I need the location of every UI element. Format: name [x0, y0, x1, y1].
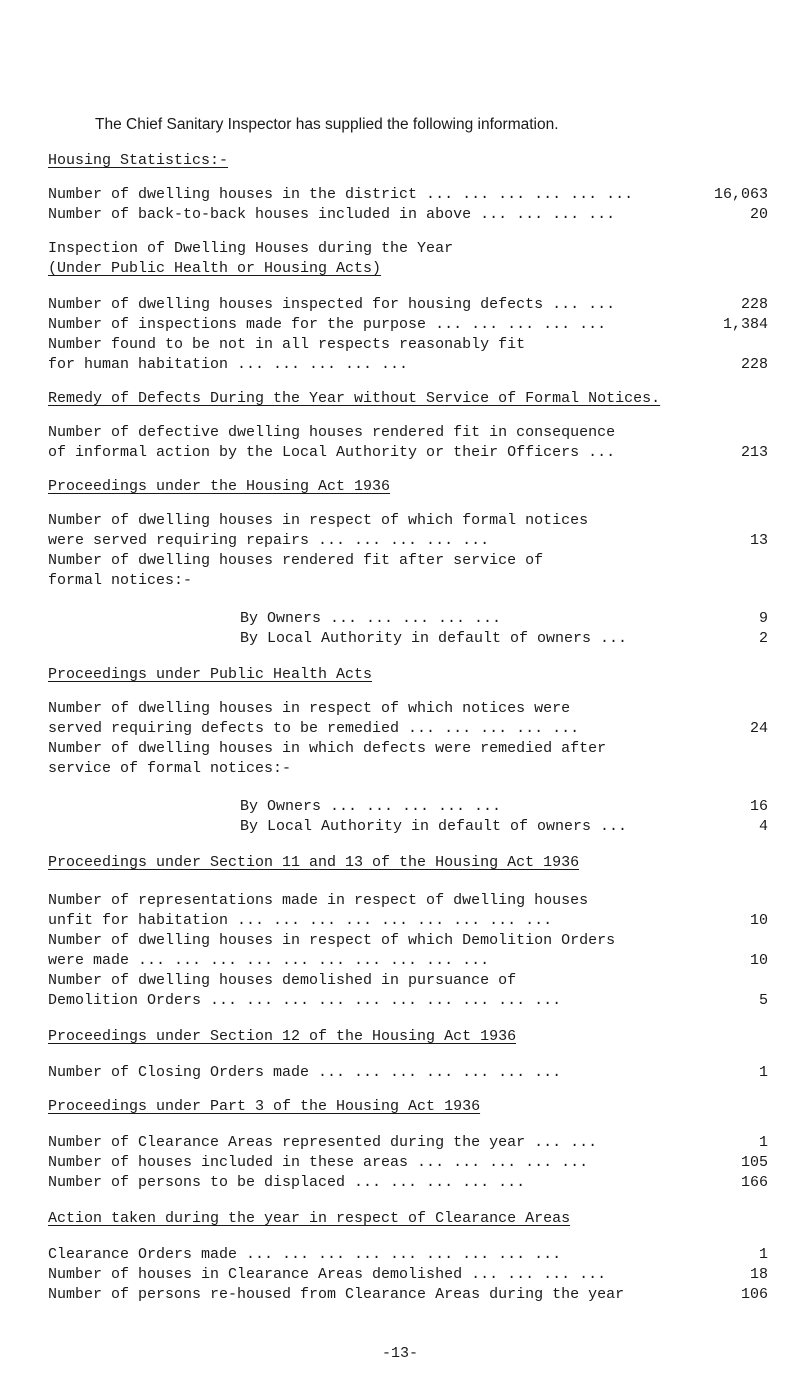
table-row: [48, 1174, 768, 1192]
row-value: 228: [740, 296, 768, 313]
table-row: [48, 912, 768, 930]
row-label: Number of dwelling houses in the district ... ... ... ... ... ...: [48, 186, 634, 203]
page-number: -13-: [381, 1345, 418, 1362]
row-value: 20: [749, 206, 768, 223]
row-value: 10: [749, 912, 768, 929]
row-label: Number of dwelling houses in respect of which Demolition Orders: [48, 932, 616, 949]
table-row: [240, 818, 768, 836]
row-value: 105: [740, 1154, 768, 1171]
row-value: 166: [740, 1174, 768, 1191]
row-label: Number found to be not in all respects reasonably fit: [48, 336, 526, 353]
table-row: [48, 952, 768, 970]
row-label: Number of dwelling houses demolished in pursuance of: [48, 972, 517, 989]
row-value: 106: [740, 1286, 768, 1303]
table-row: [48, 760, 768, 778]
row-label: Number of Closing Orders made ... ... ... ... ... ... ...: [48, 1064, 562, 1081]
row-label: Number of dwelling houses in respect of which notices were: [48, 700, 571, 717]
table-row: [48, 444, 768, 462]
table-row: [48, 720, 768, 738]
row-label: Number of Clearance Areas represented during the year ... ...: [48, 1134, 598, 1151]
table-row: [48, 1064, 768, 1082]
table-row: [240, 610, 768, 628]
row-value: 18: [749, 1266, 768, 1283]
row-label: Demolition Orders ... ... ... ... ... ... ... ... ... ...: [48, 992, 562, 1009]
table-row: [48, 424, 768, 442]
heading-inspection-line2: (Under Public Health or Housing Acts): [48, 260, 382, 277]
row-label: Clearance Orders made ... ... ... ... ... ... ... ... ...: [48, 1246, 562, 1263]
row-label: were made ... ... ... ... ... ... ... ... ... ...: [48, 952, 490, 969]
row-value: 1: [758, 1134, 768, 1151]
heading-remedy: Remedy of Defects During the Year without Service of Formal Notices.: [48, 390, 661, 407]
row-value: 213: [740, 444, 768, 461]
row-label: formal notices:-: [48, 572, 193, 589]
row-label: Number of dwelling houses rendered fit after service of: [48, 552, 544, 569]
table-row: [48, 356, 768, 374]
heading-sections-11-13: Proceedings under Section 11 and 13 of the Housing Act 1936: [48, 854, 580, 871]
row-label: unfit for habitation ... ... ... ... ... ... ... ... ...: [48, 912, 553, 929]
table-row: [48, 1266, 768, 1284]
row-label: Number of representations made in respect of dwelling houses: [48, 892, 589, 909]
row-value: 228: [740, 356, 768, 373]
row-label: Number of dwelling houses in which defects were remedied after: [48, 740, 607, 757]
table-row: [48, 992, 768, 1010]
table-row: [48, 1286, 768, 1304]
row-label: Number of houses included in these areas ... ... ... ... ...: [48, 1154, 589, 1171]
table-row: [48, 1246, 768, 1264]
row-value: 16: [749, 798, 768, 815]
table-row: [48, 336, 768, 354]
heading-clearance-action: Action taken during the year in respect of Clearance Areas: [48, 1210, 571, 1227]
row-label: Number of defective dwelling houses rendered fit in consequence: [48, 424, 616, 441]
row-label: Number of houses in Clearance Areas demolished ... ... ... ...: [48, 1266, 607, 1283]
row-label: By Local Authority in default of owners ...: [240, 818, 628, 835]
row-value: 1: [758, 1064, 768, 1081]
row-value: 13: [749, 532, 768, 549]
heading-public-health-acts: Proceedings under Public Health Acts: [48, 666, 373, 683]
table-row: [48, 296, 768, 314]
row-label: served requiring defects to be remedied ... ... ... ... ...: [48, 720, 580, 737]
heading-housing-act-1936: Proceedings under the Housing Act 1936: [48, 478, 391, 495]
row-label: Number of dwelling houses in respect of which formal notices: [48, 512, 589, 529]
table-row: [48, 532, 768, 550]
table-row: [240, 798, 768, 816]
row-label: By Owners ... ... ... ... ...: [240, 610, 502, 627]
row-label: By Local Authority in default of owners ...: [240, 630, 628, 647]
heading-part-3: Proceedings under Part 3 of the Housing Act 1936: [48, 1098, 481, 1115]
row-label: Number of persons to be displaced ... ... ... ... ...: [48, 1174, 526, 1191]
row-value: 16,063: [713, 186, 768, 203]
table-row: [48, 932, 768, 950]
row-value: 5: [758, 992, 768, 1009]
row-label: Number of inspections made for the purpose ... ... ... ... ...: [48, 316, 607, 333]
table-row: [48, 1154, 768, 1172]
table-row: [48, 512, 768, 530]
heading-housing-statistics: Housing Statistics:-: [48, 152, 229, 169]
row-label: for human habitation ... ... ... ... ...: [48, 356, 409, 373]
table-row: [48, 740, 768, 758]
table-row: [48, 572, 768, 590]
table-row: [240, 630, 768, 648]
row-value: 1: [758, 1246, 768, 1263]
row-value: 4: [758, 818, 768, 835]
table-row: [48, 1134, 768, 1152]
table-row: [48, 972, 768, 990]
row-label: Number of persons re-housed from Clearance Areas during the year: [48, 1286, 625, 1303]
heading-section-12: Proceedings under Section 12 of the Housing Act 1936: [48, 1028, 517, 1045]
table-row: [48, 892, 768, 910]
row-label: were served requiring repairs ... ... ... ... ...: [48, 532, 490, 549]
row-value: 9: [758, 610, 768, 627]
table-row: [48, 552, 768, 570]
row-label: Number of back-to-back houses included in above ... ... ... ...: [48, 206, 616, 223]
row-label: Number of dwelling houses inspected for housing defects ... ...: [48, 296, 616, 313]
row-label: of informal action by the Local Authority or their Officers ...: [48, 444, 616, 461]
heading-inspection-line1: Inspection of Dwelling Houses during the Year: [48, 240, 454, 257]
row-value: 1,384: [722, 316, 768, 333]
row-value: 10: [749, 952, 768, 969]
row-label: service of formal notices:-: [48, 760, 292, 777]
row-value: 24: [749, 720, 768, 737]
intro-sentence: The Chief Sanitary Inspector has supplied the following information.: [95, 116, 559, 133]
table-row: [48, 700, 768, 718]
row-label: By Owners ... ... ... ... ...: [240, 798, 502, 815]
row-value: 2: [758, 630, 768, 647]
table-row: [48, 316, 768, 334]
table-row: [48, 186, 768, 204]
table-row: [48, 206, 768, 224]
